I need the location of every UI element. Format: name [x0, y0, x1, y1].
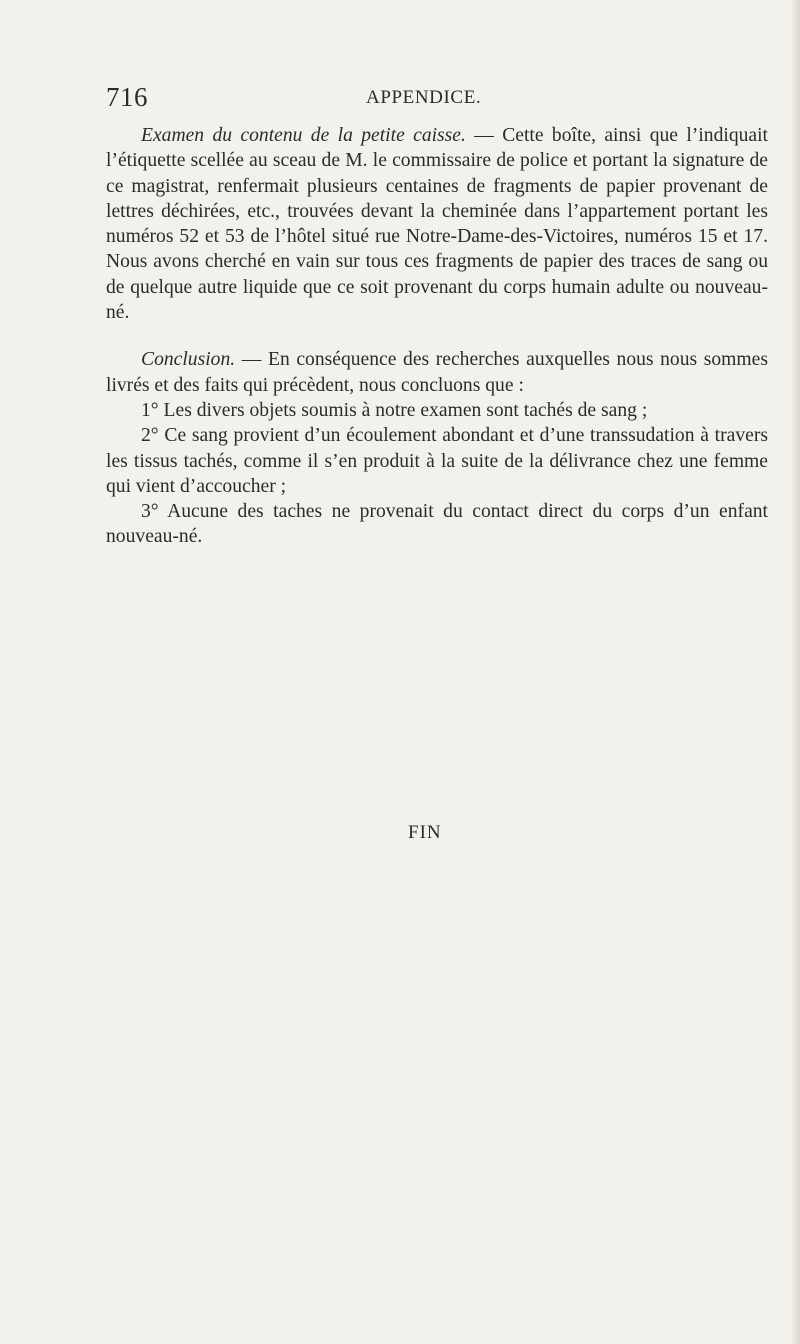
section-title-conclusion: Conclusion.	[141, 349, 236, 371]
paragraph-conclusion-text: — En conséquence des recherches auxquelles nous nous sommes livrés et des faits qui précèdent, nous concluons que :	[106, 349, 768, 396]
end-mark: FIN	[408, 822, 442, 843]
conclusion-item-3: 3° Aucune des taches ne provenait du contact direct du corps d’un enfant nouveau-né.	[106, 501, 768, 548]
section-title-examen: Examen du contenu de la petite caisse.	[141, 125, 466, 146]
page-edge-shadow	[790, 0, 800, 1344]
running-head: APPENDICE.	[366, 87, 482, 108]
conclusion-item-1: 1° Les divers objets soumis à notre examen sont tachés de sang ;	[141, 399, 648, 421]
page-header	[106, 82, 696, 116]
page-number: 716	[106, 82, 148, 112]
paragraph-examen	[106, 123, 768, 325]
paragraph-conclusion	[106, 347, 768, 398]
body-text	[106, 123, 768, 550]
conclusion-item-2: 2° Ce sang provient d’un écoulement abondant et d’une transsudation à travers les tissus tachés, comme il s’en produit à la suite de la délivrance chez une femme qui vient d’accoucher ;	[106, 425, 768, 497]
paragraph-examen-text: — Cette boîte, ainsi que l’indiquait l’étiquette scellée au sceau de M. le commissaire de police et portant la signature de ce magistrat, renfermait plusieurs centaines de fragments de papier provenant de lettres déchirées, etc., trouvées devant la cheminée dans l’appartement portant les numéros 52 et 53 de l’hôtel situé rue Notre-Dame-des-Victoires, numéros 15 et 17. Nous avons cherché en vain sur tous ces fragments de papier des traces de sang ou de quelque autre liquide que ce soit provenant du corps humain adulte ou nouveau-né.	[106, 125, 768, 324]
